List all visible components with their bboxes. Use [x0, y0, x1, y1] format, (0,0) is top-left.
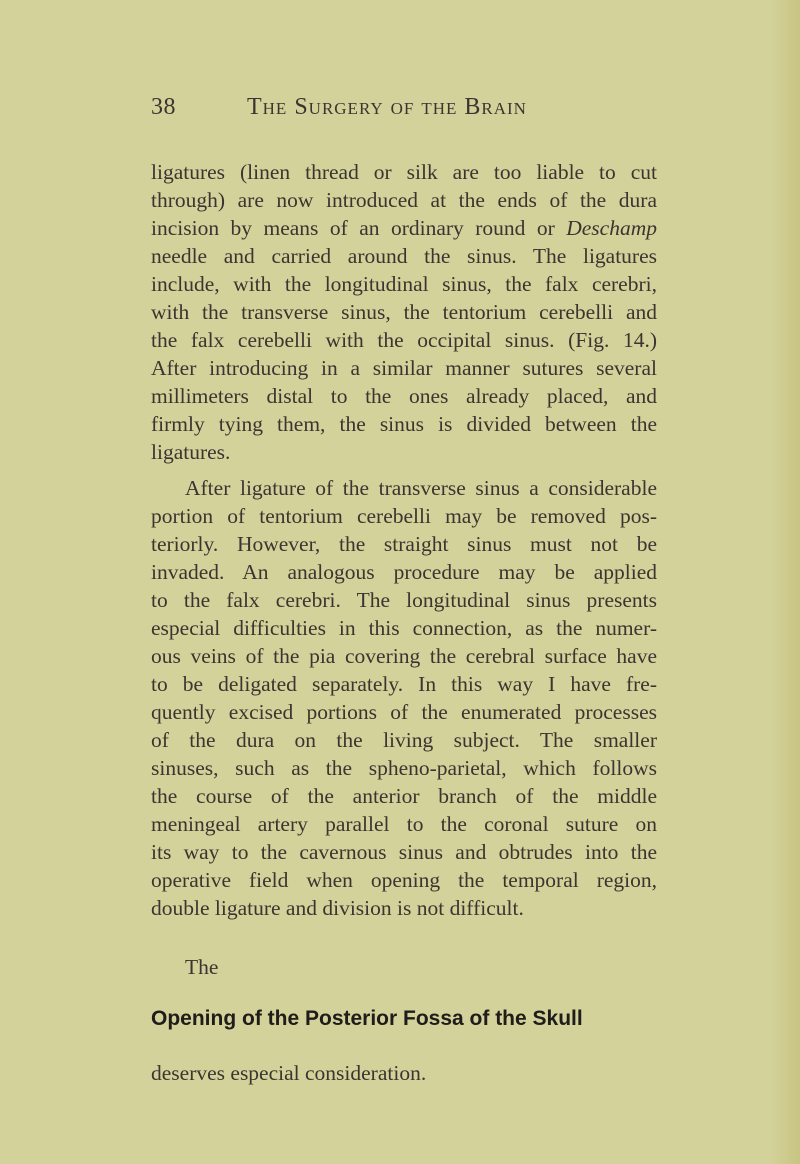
- page-header: [0, 94, 800, 124]
- text-line: invaded. An analogous procedure may be applied: [151, 560, 657, 584]
- text-line: of the dura on the living subject. The smaller: [151, 728, 657, 752]
- text-line: firmly tying them, the sinus is divided between the: [151, 412, 657, 436]
- text-line: ous veins of the pia covering the cerebral surface have: [151, 644, 657, 668]
- paragraph-start: After ligature of the transverse sinus a considerable: [185, 476, 657, 500]
- page-edge-shadow: [770, 0, 800, 1164]
- text-line: with the transverse sinus, the tentorium cerebelli and: [151, 300, 657, 324]
- text-line: sinuses, such as the spheno-parietal, which follows: [151, 756, 657, 780]
- text-line: to the falx cerebri. The longitudinal sinus presents: [151, 588, 657, 612]
- text-line: through) are now introduced at the ends of the dura: [151, 188, 657, 212]
- the-word: The: [185, 955, 219, 979]
- section-heading: Opening of the Posterior Fossa of the Skull: [151, 1007, 583, 1030]
- text-line: [151, 214, 657, 242]
- text-line: portion of tentorium cerebelli may be removed pos-: [151, 504, 657, 528]
- text-line: quently excised portions of the enumerated processes: [151, 700, 657, 724]
- text-line: to be deligated separately. In this way I have fre-: [151, 672, 657, 696]
- text-line: operative field when opening the temporal region,: [151, 868, 657, 892]
- text-line: the course of the anterior branch of the middle: [151, 784, 657, 808]
- page-number: 38: [151, 94, 176, 120]
- text-line: ligatures (linen thread or silk are too liable to cut: [151, 160, 657, 184]
- text-line: meningeal artery parallel to the coronal suture on: [151, 812, 657, 836]
- running-title: The Surgery of the Brain: [247, 94, 527, 120]
- text-line: ligatures.: [151, 440, 231, 464]
- text-line: millimeters distal to the ones already placed, and: [151, 384, 657, 408]
- text-line: needle and carried around the sinus. The ligatures: [151, 244, 657, 268]
- text-line: the falx cerebelli with the occipital sinus. (Fig. 14.): [151, 328, 657, 352]
- italic-term: Deschamp: [566, 216, 657, 240]
- closing-line: deserves especial consideration.: [151, 1061, 427, 1085]
- text-line: teriorly. However, the straight sinus must not be: [151, 532, 657, 556]
- text-line: After introducing in a similar manner sutures several: [151, 356, 657, 380]
- text-line: its way to the cavernous sinus and obtrudes into the: [151, 840, 657, 864]
- text-line: double ligature and division is not difficult.: [151, 896, 524, 920]
- text-line: include, with the longitudinal sinus, the falx cerebri,: [151, 272, 657, 296]
- text-line: especial difficulties in this connection, as the numer-: [151, 616, 657, 640]
- text-line-part: incision by means of an ordinary round or Deschamp: [151, 216, 657, 240]
